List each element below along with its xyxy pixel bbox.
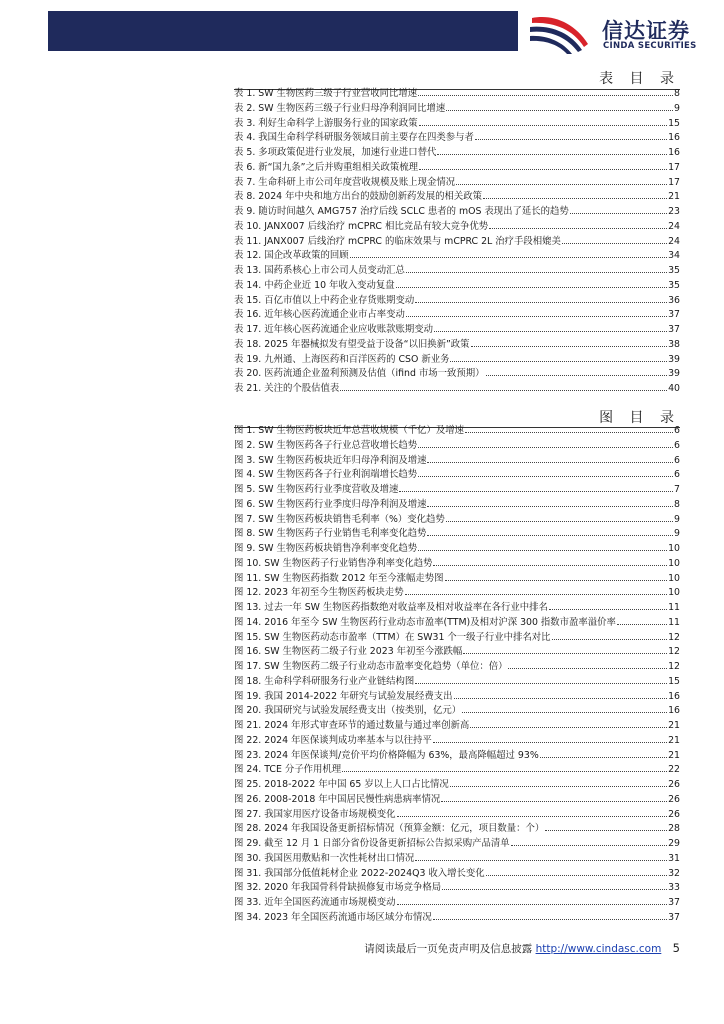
dot-leader bbox=[433, 742, 667, 743]
figure-toc-entry-label: 图 19. 我国 2014-2022 年研究与试验发展经费支出 bbox=[234, 690, 453, 702]
figure-toc-entry-page-number: 7 bbox=[674, 484, 680, 495]
table-toc-entry[interactable] bbox=[234, 102, 680, 117]
figure-toc-entry-label: 图 6. SW 生物医药行业季度归母净利润及增速 bbox=[234, 498, 427, 510]
figure-toc-entry[interactable] bbox=[234, 513, 680, 528]
figure-toc-entry-page-number: 26 bbox=[668, 779, 680, 790]
table-toc-entry-label: 表 19. 九州通、上海医药和百洋医药的 CSO 新业务 bbox=[234, 353, 450, 365]
figure-toc-entry-label: 图 9. SW 生物医药板块销售净利率变化趋势 bbox=[234, 543, 418, 554]
table-toc-entry[interactable] bbox=[234, 294, 680, 309]
table-toc-entry[interactable] bbox=[234, 367, 680, 382]
figure-toc-entry-page-number: 10 bbox=[668, 543, 680, 554]
figure-toc-entry-page-number: 22 bbox=[668, 764, 680, 776]
figure-toc-entry-label: 图 18. 生命科学科研服务行业产业链结构图 bbox=[234, 675, 415, 687]
figure-toc-entry[interactable] bbox=[234, 527, 680, 542]
table-toc-entry[interactable] bbox=[234, 235, 680, 250]
table-toc-entry-label: 表 20. 医药流通企业盈利预测及估值（ifind 市场一致预期） bbox=[234, 368, 485, 380]
figure-toc-entry-label: 图 17. SW 生物医药二级子行业动态市盈率变化趋势（单位：倍） bbox=[234, 661, 508, 672]
cinda-logo-icon bbox=[530, 14, 594, 54]
dot-leader bbox=[456, 184, 667, 185]
figure-toc-entry-label: 图 33. 近年全国医药流通市场规模变动 bbox=[234, 897, 396, 908]
figure-toc-entry-label: 图 30. 我国医用敷贴和一次性耗材出口情况 bbox=[234, 852, 415, 864]
dot-leader bbox=[434, 331, 667, 332]
figure-toc-entry[interactable] bbox=[234, 837, 680, 852]
table-toc-entry-label: 表 6. 新“国九条”之后并购重组相关政策梳理 bbox=[234, 161, 418, 173]
figure-toc-entry-page-number: 37 bbox=[668, 897, 680, 908]
table-toc-entry-page-number: 24 bbox=[668, 235, 680, 247]
table-toc-entry-page-number: 21 bbox=[668, 191, 680, 203]
dot-leader bbox=[340, 390, 667, 391]
figure-toc-entry-page-number: 21 bbox=[668, 749, 680, 761]
figure-toc-entry-page-number: 29 bbox=[668, 838, 680, 849]
dot-leader bbox=[397, 904, 668, 905]
figure-toc-entry[interactable] bbox=[234, 542, 680, 557]
dot-leader bbox=[617, 624, 667, 625]
figure-toc-entry[interactable] bbox=[234, 675, 680, 690]
table-toc-entry-label: 表 16. 近年核心医药流通企业市占率变动 bbox=[234, 309, 405, 321]
figure-toc-entry[interactable] bbox=[234, 867, 680, 882]
figure-toc-entry-label: 图 15. SW 生物医药动态市盈率（TTM）在 SW31 个一级子行业中排名对比 bbox=[234, 631, 551, 643]
dot-leader bbox=[475, 139, 667, 140]
table-toc-entry-page-number: 16 bbox=[668, 132, 680, 144]
dot-leader bbox=[427, 462, 673, 463]
dot-leader bbox=[427, 535, 673, 536]
figure-toc-entry-label: 图 16. SW 生物医药二级子行业 2023 年初至今涨跌幅 bbox=[234, 646, 463, 658]
table-toc-entry-label: 表 15. 百亿市值以上中药企业存货账期变动 bbox=[234, 294, 415, 306]
figure-toc-entry[interactable] bbox=[234, 586, 680, 601]
figure-toc-entry-page-number: 12 bbox=[668, 646, 680, 658]
figure-toc-entry-label: 图 28. 2024 年我国设备更新招标情况（预算金额：亿元，项目数量：个） bbox=[234, 823, 545, 835]
table-toc-entry-page-number: 23 bbox=[668, 206, 680, 217]
figure-toc-entry-page-number: 21 bbox=[668, 720, 680, 731]
table-toc-entry[interactable] bbox=[234, 146, 680, 161]
dot-leader bbox=[418, 550, 667, 551]
figure-toc-entry-label: 图 4. SW 生物医药各子行业利润端增长趋势 bbox=[234, 469, 418, 481]
figure-toc-entry-label: 图 29. 截至 12 月 1 日部分省份设备更新招标公告拟采购产品清单 bbox=[234, 838, 510, 849]
figure-toc-entry-page-number: 11 bbox=[668, 602, 680, 613]
dot-leader bbox=[462, 712, 667, 713]
dot-leader bbox=[552, 639, 668, 640]
figure-toc-entry-label: 图 5. SW 生物医药行业季度营收及增速 bbox=[234, 484, 399, 495]
dot-leader bbox=[419, 169, 667, 170]
header-bar bbox=[48, 11, 518, 51]
dot-leader bbox=[549, 609, 667, 610]
dot-leader bbox=[418, 447, 673, 448]
figure-toc-entry[interactable] bbox=[234, 911, 680, 926]
dot-leader bbox=[415, 683, 667, 684]
dot-leader bbox=[437, 154, 667, 155]
dot-leader bbox=[489, 228, 667, 229]
figure-toc-entry-label: 图 10. SW 生物医药子行业销售净利率变化趋势 bbox=[234, 557, 433, 569]
table-toc-entry-label: 表 14. 中药企业近 10 年收入变动复盘 bbox=[234, 279, 395, 291]
figure-toc-entry-page-number: 15 bbox=[668, 675, 680, 687]
table-toc-entry-label: 表 1. SW 生物医药三级子行业营收同比增速 bbox=[234, 88, 418, 99]
dot-leader bbox=[450, 361, 667, 362]
figure-toc-entry-label: 图 14. 2016 年至今 SW 生物医药行业动态市盈率(TTM)及相对沪深 300 指数市盈率溢价率 bbox=[234, 616, 616, 628]
table-toc-entry-page-number: 38 bbox=[668, 338, 680, 350]
table-toc-entry-label: 表 10. JANX007 后线治疗 mCPRC 相比竞品有较大竞争优势 bbox=[234, 220, 489, 232]
dot-leader bbox=[406, 316, 667, 317]
figure-toc-entry-label: 图 12. 2023 年初至今生物医药板块走势 bbox=[234, 587, 404, 599]
figure-toc-entry-page-number: 11 bbox=[668, 616, 680, 628]
table-toc-entry[interactable] bbox=[234, 338, 680, 353]
tables-section-title: 表 目 录 bbox=[599, 71, 680, 87]
dot-leader bbox=[397, 816, 668, 817]
table-toc-entry-page-number: 16 bbox=[668, 147, 680, 158]
table-toc-entry[interactable] bbox=[234, 323, 680, 338]
figure-toc-entry-page-number: 16 bbox=[668, 690, 680, 702]
figure-toc-entry-label: 图 34. 2023 年全国医药流通市场区域分布情况 bbox=[234, 911, 432, 923]
figure-toc-entry-page-number: 33 bbox=[668, 882, 680, 894]
figure-toc-entry-page-number: 8 bbox=[674, 498, 680, 510]
table-toc-entry-page-number: 24 bbox=[668, 220, 680, 232]
figure-toc-entry[interactable] bbox=[234, 719, 680, 734]
figure-toc-entry-page-number: 28 bbox=[668, 823, 680, 835]
dot-leader bbox=[471, 346, 668, 347]
table-toc-entry-page-number: 35 bbox=[668, 265, 680, 276]
figure-toc-entry[interactable] bbox=[234, 808, 680, 823]
table-toc-entry-label: 表 3. 利好生命科学上游服务行业的国家政策 bbox=[234, 117, 418, 129]
logo-english-text: CINDA SECURITIES bbox=[603, 41, 697, 51]
figure-toc-entry[interactable] bbox=[234, 616, 680, 631]
dot-leader bbox=[540, 757, 667, 758]
figure-toc-entry[interactable] bbox=[234, 793, 680, 808]
company-logo bbox=[530, 14, 710, 54]
table-toc-entry[interactable] bbox=[234, 176, 680, 191]
figure-toc-entry-label: 图 22. 2024 年医保谈判成功率基本与以往持平 bbox=[234, 734, 432, 746]
figure-toc-entry-label: 图 3. SW 生物医药板块近年归母净利润及增速 bbox=[234, 454, 427, 466]
figure-toc-entry-label: 图 1. SW 生物医药板块近年总营收规模（千亿）及增速 bbox=[234, 425, 464, 436]
figure-toc-entry[interactable] bbox=[234, 557, 680, 572]
figure-toc-entry-page-number: 6 bbox=[674, 469, 680, 481]
table-toc-entry-label: 表 17. 近年核心医药流通企业应收账款账期变动 bbox=[234, 324, 433, 335]
dot-leader bbox=[399, 491, 673, 492]
table-toc-entry[interactable] bbox=[234, 87, 680, 102]
table-toc-entry-page-number: 37 bbox=[668, 324, 680, 335]
table-toc-entry-label: 表 5. 多项政策促进行业发展，加速行业进口替代 bbox=[234, 147, 437, 158]
dot-leader bbox=[470, 727, 667, 728]
dot-leader bbox=[454, 698, 668, 699]
dot-leader bbox=[465, 432, 673, 433]
dot-leader bbox=[463, 653, 667, 654]
table-toc-entry-label: 表 9. 随访时间越久 AMG757 治疗后线 SCLC 患者的 mOS 表现出了延长的趋势 bbox=[234, 206, 569, 217]
figure-toc-entry[interactable] bbox=[234, 852, 680, 867]
table-toc-entry[interactable] bbox=[234, 161, 680, 176]
figure-toc-entry-page-number: 6 bbox=[674, 425, 680, 436]
figure-toc-entry-page-number: 26 bbox=[668, 808, 680, 820]
table-toc-entry-label: 表 12. 国企改革政策的回顾 bbox=[234, 250, 349, 262]
table-toc-entry-page-number: 9 bbox=[674, 102, 680, 114]
figure-toc-entry-label: 图 20. 我国研究与试验发展经费支出（按类别，亿元） bbox=[234, 705, 462, 717]
figure-toc-entry[interactable] bbox=[234, 645, 680, 660]
figure-toc-entry[interactable] bbox=[234, 881, 680, 896]
figure-toc-entry-label: 图 23. 2024 年医保谈判/竞价平均价格降幅为 63%，最高降幅超过 93% bbox=[234, 749, 539, 761]
dot-leader bbox=[415, 302, 667, 303]
figure-toc-entry-page-number: 21 bbox=[668, 734, 680, 746]
table-toc-entry-label: 表 8. 2024 年中央和地方出台的鼓励创新药发展的相关政策 bbox=[234, 191, 482, 203]
tables-toc-list bbox=[234, 87, 680, 397]
figure-toc-entry-page-number: 16 bbox=[668, 705, 680, 717]
figure-toc-entry-label: 图 2. SW 生物医药各子行业总营收增长趋势 bbox=[234, 439, 418, 451]
dot-leader bbox=[433, 919, 667, 920]
logo-chinese-text: 信达证券 bbox=[602, 19, 690, 43]
page-footer bbox=[364, 941, 680, 956]
table-toc-entry-page-number: 15 bbox=[668, 117, 680, 129]
figure-toc-entry[interactable] bbox=[234, 690, 680, 705]
table-toc-entry[interactable] bbox=[234, 131, 680, 146]
figure-toc-entry[interactable] bbox=[234, 660, 680, 675]
figure-toc-entry[interactable] bbox=[234, 572, 680, 587]
figure-toc-entry-page-number: 6 bbox=[674, 439, 680, 451]
figure-toc-entry[interactable] bbox=[234, 749, 680, 764]
table-toc-entry[interactable] bbox=[234, 382, 680, 397]
table-toc-entry-label: 表 18. 2025 年器械拟发有望受益于设备“以旧换新”政策 bbox=[234, 338, 470, 350]
dot-leader bbox=[418, 95, 673, 96]
dot-leader bbox=[415, 860, 667, 861]
figure-toc-entry-page-number: 10 bbox=[668, 557, 680, 569]
figure-toc-entry[interactable] bbox=[234, 778, 680, 793]
table-toc-entry[interactable] bbox=[234, 308, 680, 323]
dot-leader bbox=[419, 125, 667, 126]
figure-toc-entry-page-number: 10 bbox=[668, 587, 680, 599]
table-toc-entry[interactable] bbox=[234, 249, 680, 264]
footer-disclaimer: 请阅读最后一页免责声明及信息披露 bbox=[364, 943, 533, 955]
figure-toc-entry[interactable] bbox=[234, 468, 680, 483]
dot-leader bbox=[441, 801, 667, 802]
figure-toc-entry[interactable] bbox=[234, 498, 680, 513]
table-toc-entry-label: 表 13. 国药系核心上市公司人员变动汇总 bbox=[234, 265, 405, 276]
dot-leader bbox=[342, 771, 667, 772]
table-toc-entry-page-number: 39 bbox=[668, 353, 680, 365]
figure-toc-entry-page-number: 12 bbox=[668, 661, 680, 672]
table-toc-entry[interactable] bbox=[234, 190, 680, 205]
dot-leader bbox=[442, 889, 667, 890]
table-toc-entry-page-number: 37 bbox=[668, 309, 680, 321]
table-toc-entry-page-number: 39 bbox=[668, 368, 680, 380]
dot-leader bbox=[486, 875, 667, 876]
dot-leader bbox=[483, 198, 667, 199]
figure-toc-entry-label: 图 7. SW 生物医药板块销售毛利率（%）变化趋势 bbox=[234, 513, 445, 525]
figure-toc-entry-label: 图 32. 2020 年我国骨科骨缺损修复市场竞争格局 bbox=[234, 882, 442, 894]
dot-leader bbox=[406, 272, 667, 273]
figure-toc-entry-label: 图 21. 2024 年形式审查环节的通过数量与通过率创新高 bbox=[234, 720, 470, 731]
footer-page-number: 5 bbox=[672, 941, 680, 955]
dot-leader bbox=[350, 257, 667, 258]
figure-toc-entry-page-number: 26 bbox=[668, 793, 680, 805]
table-toc-entry-label: 表 11. JANX007 后线治疗 mCPRC 的临床效果与 mCPRC 2L 治疗手段相媲美 bbox=[234, 235, 561, 247]
table-toc-entry[interactable] bbox=[234, 264, 680, 279]
dot-leader bbox=[445, 580, 668, 581]
dot-leader bbox=[396, 287, 667, 288]
table-toc-entry-page-number: 17 bbox=[668, 176, 680, 188]
table-toc-entry-label: 表 2. SW 生物医药三级子行业归母净利润同比增速 bbox=[234, 102, 446, 114]
table-toc-entry-label: 表 4. 我国生命科学科研服务领域目前主要存在四类参与者 bbox=[234, 132, 474, 144]
figure-toc-entry[interactable] bbox=[234, 822, 680, 837]
table-toc-entry-page-number: 36 bbox=[668, 294, 680, 306]
figure-toc-entry[interactable] bbox=[234, 704, 680, 719]
table-toc-entry[interactable] bbox=[234, 279, 680, 294]
figure-toc-entry-page-number: 31 bbox=[668, 852, 680, 864]
table-toc-entry-page-number: 35 bbox=[668, 279, 680, 291]
table-toc-entry-label: 表 7. 生命科研上市公司年度营收规模及账上现金情况 bbox=[234, 176, 456, 188]
dot-leader bbox=[562, 243, 667, 244]
figure-toc-entry-page-number: 10 bbox=[668, 572, 680, 584]
figure-toc-entry-page-number: 37 bbox=[668, 911, 680, 923]
dot-leader bbox=[446, 521, 673, 522]
table-toc-entry-page-number: 40 bbox=[668, 383, 680, 394]
dot-leader bbox=[545, 830, 667, 831]
figure-toc-entry-label: 图 31. 我国部分低值耗材企业 2022-2024Q3 收入增长变化 bbox=[234, 867, 485, 879]
figure-toc-entry[interactable] bbox=[234, 454, 680, 469]
figure-toc-entry[interactable] bbox=[234, 734, 680, 749]
figure-toc-entry-label: 图 25. 2018-2022 年中国 65 岁以上人口占比情况 bbox=[234, 779, 449, 790]
figure-toc-entry-label: 图 27. 我国家用医疗设备市场规模变化 bbox=[234, 808, 396, 820]
figure-toc-entry-page-number: 6 bbox=[674, 454, 680, 466]
figure-toc-entry[interactable] bbox=[234, 439, 680, 454]
dot-leader bbox=[418, 476, 673, 477]
dot-leader bbox=[486, 375, 668, 376]
dot-leader bbox=[511, 845, 667, 846]
table-toc-entry[interactable] bbox=[234, 117, 680, 132]
table-toc-entry-page-number: 17 bbox=[668, 161, 680, 173]
dot-leader bbox=[433, 565, 667, 566]
figure-toc-entry[interactable] bbox=[234, 631, 680, 646]
table-toc-entry-label: 表 21. 关注的个股估值表 bbox=[234, 383, 340, 394]
table-toc-entry[interactable] bbox=[234, 220, 680, 235]
table-toc-entry-page-number: 8 bbox=[674, 88, 680, 99]
figure-toc-entry-label: 图 26. 2008-2018 年中国居民慢性病患病率情况 bbox=[234, 793, 441, 805]
footer-website-link[interactable]: http://www.cindasc.com bbox=[535, 943, 662, 955]
dot-leader bbox=[570, 213, 667, 214]
dot-leader bbox=[427, 506, 673, 507]
dot-leader bbox=[508, 668, 667, 669]
dot-leader bbox=[446, 110, 673, 111]
figure-toc-entry-page-number: 9 bbox=[674, 528, 680, 540]
table-toc-entry-page-number: 34 bbox=[668, 250, 680, 262]
figure-toc-entry-label: 图 24. TCE 分子作用机理 bbox=[234, 764, 342, 776]
dot-leader bbox=[405, 594, 667, 595]
figures-toc-list bbox=[234, 424, 680, 926]
table-toc-entry[interactable] bbox=[234, 353, 680, 368]
figure-toc-entry-page-number: 32 bbox=[668, 867, 680, 879]
figure-toc-entry[interactable] bbox=[234, 763, 680, 778]
figures-section-title: 图 目 录 bbox=[599, 410, 680, 426]
figure-toc-entry-label: 图 13. 过去一年 SW 生物医药指数绝对收益率及相对收益率在各行业中排名 bbox=[234, 602, 548, 613]
figure-toc-entry[interactable] bbox=[234, 424, 680, 439]
figure-toc-entry[interactable] bbox=[234, 896, 680, 911]
figure-toc-entry-page-number: 12 bbox=[668, 631, 680, 643]
table-toc-entry[interactable] bbox=[234, 205, 680, 220]
figure-toc-entry-page-number: 9 bbox=[674, 513, 680, 525]
figure-toc-entry[interactable] bbox=[234, 601, 680, 616]
dot-leader bbox=[450, 786, 667, 787]
figure-toc-entry-label: 图 11. SW 生物医药指数 2012 年至今涨幅走势图 bbox=[234, 572, 444, 584]
figure-toc-entry-label: 图 8. SW 生物医药子行业销售毛利率变化趋势 bbox=[234, 528, 427, 540]
figure-toc-entry[interactable] bbox=[234, 483, 680, 498]
